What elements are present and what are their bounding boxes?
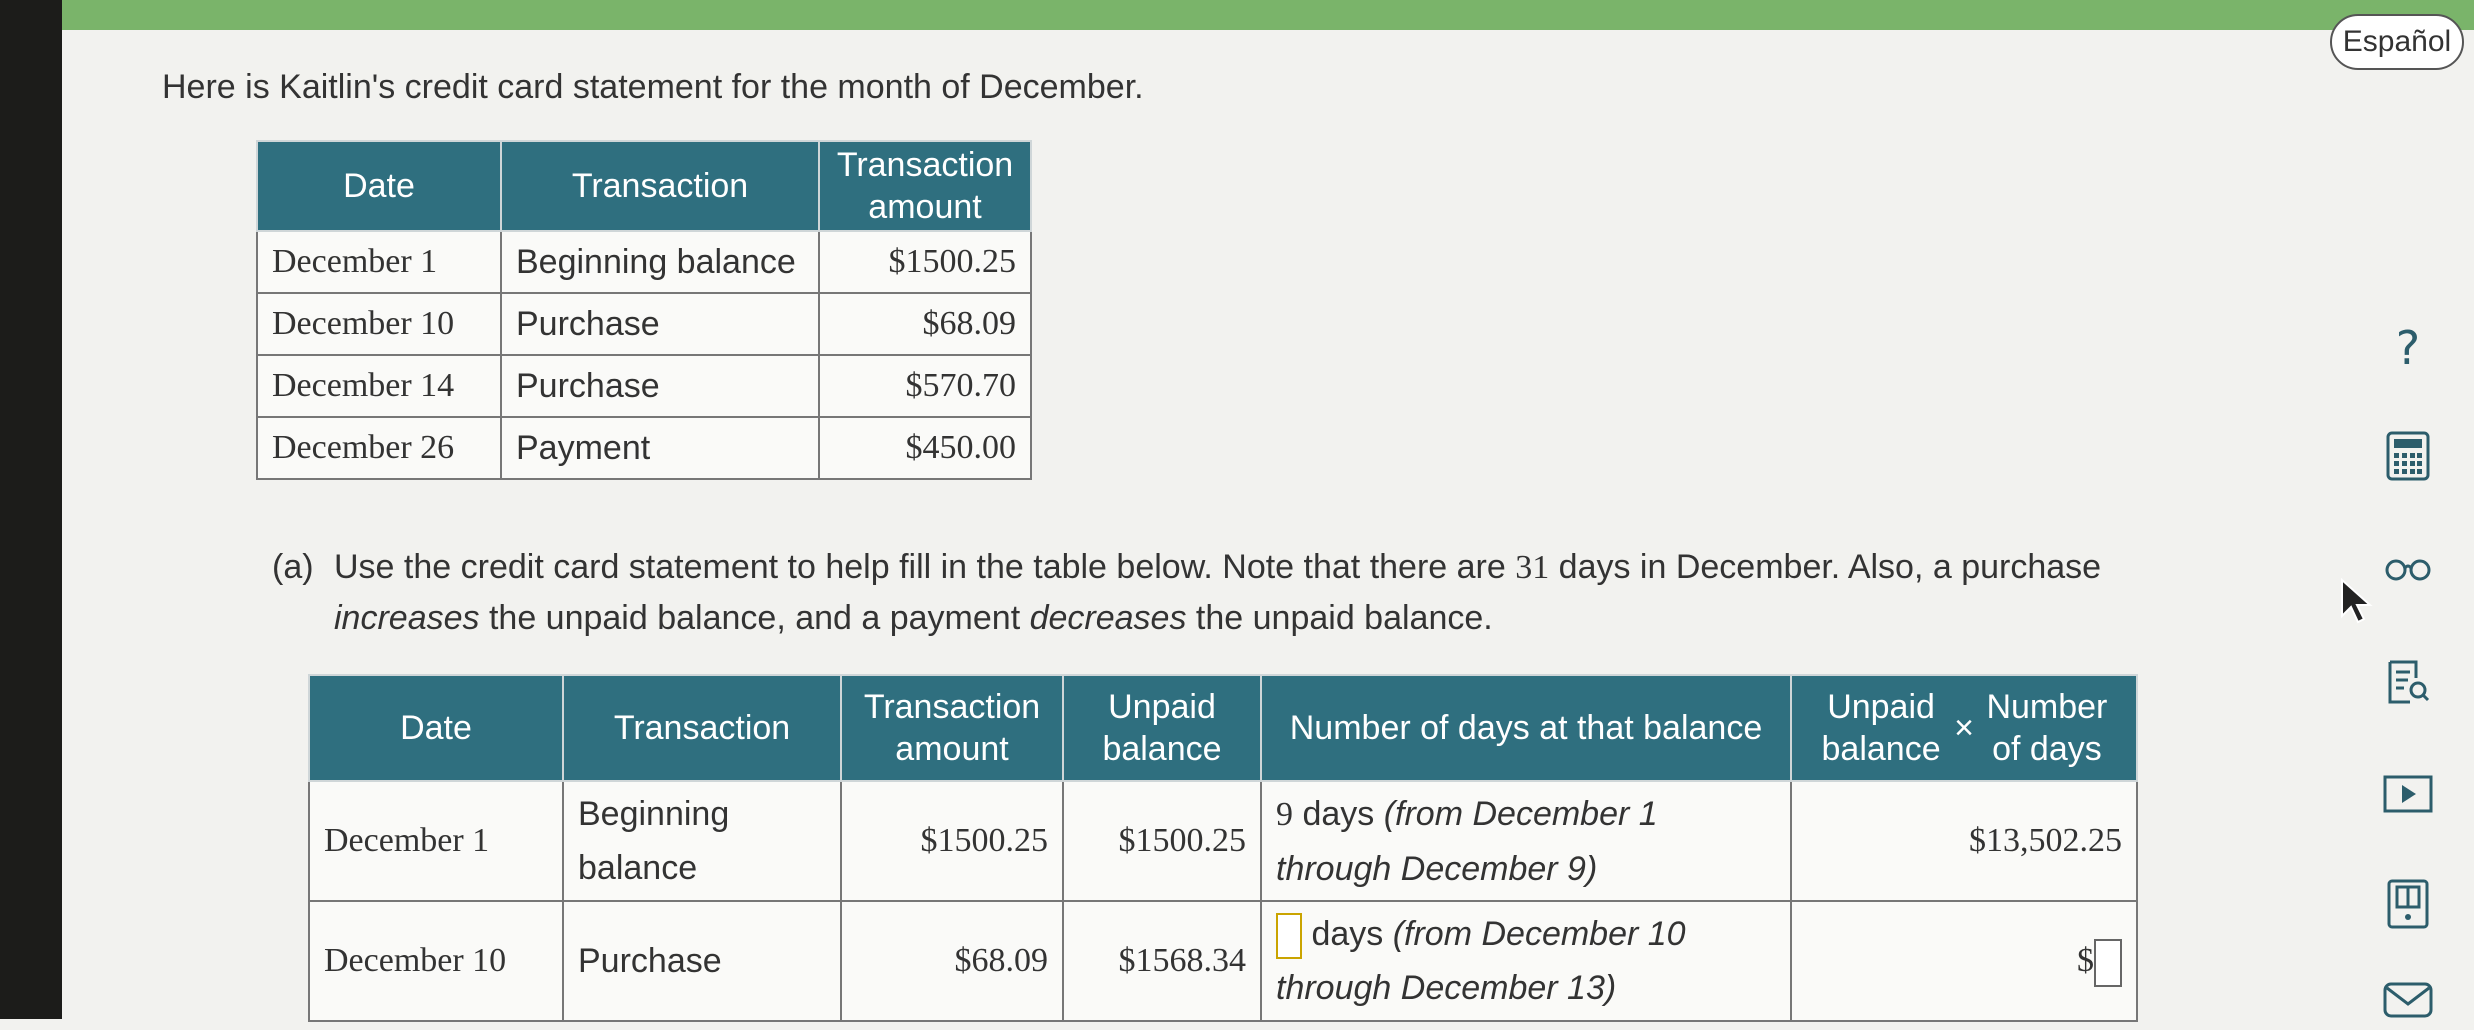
statement-date: December 10 [257,293,501,355]
product-header-left: Unpaid balance [1821,687,1941,768]
part-a-text [334,542,2192,643]
days-word: days [1293,794,1384,833]
emphasis-decreases: decreases [1029,599,1187,637]
worksheet-header-product [1791,675,2137,781]
worksheet-date: December 1 [309,781,563,901]
help-icon[interactable]: ? [2395,321,2421,375]
video-icon[interactable] [2378,764,2438,824]
statement-transaction: Payment [501,417,819,479]
statement-header-date: Date [257,141,501,231]
worksheet-unpaid: $1568.34 [1063,901,1261,1021]
worksheet-amount: $68.09 [841,901,1063,1021]
table-row [257,417,1031,479]
statement-date: December 14 [257,355,501,417]
worksheet-header-transaction: Transaction [563,675,841,781]
worksheet-amount: $1500.25 [841,781,1063,901]
espanol-button[interactable]: Español [2330,14,2464,70]
statement-date: December 1 [257,231,501,293]
statement-transaction: Purchase [501,355,819,417]
days-note-2: through December 13) [1276,969,1617,1007]
times-symbol: × [1954,708,1974,747]
glasses-icon[interactable] [2378,540,2438,600]
worksheet-table [308,674,2138,1022]
statement-date: December 26 [257,417,501,479]
worksheet-product: $13,502.25 [1791,781,2137,901]
statement-table [256,140,1032,480]
mail-icon[interactable] [2378,970,2438,1030]
statement-amount: $570.70 [819,355,1031,417]
statement-header-row [257,141,1031,231]
statement-header-transaction: Transaction [501,141,819,231]
worksheet-days [1261,781,1791,901]
statement-amount: $68.09 [819,293,1031,355]
part-a-label: (a) [272,548,314,586]
part-a-instructions [272,542,2192,643]
worksheet-header-days: Number of days at that balance [1261,675,1791,781]
days-in-december: 31 [1515,549,1550,586]
textbook-icon[interactable] [2378,874,2438,934]
days-note-1: (from December 1 [1383,794,1658,833]
days-note-2: through December 9) [1276,849,1598,888]
worksheet-days [1261,901,1791,1021]
part-a-text-2: days in December. Also, a purchase [1549,548,2102,586]
statement-header-amount: Transaction amount [819,141,1031,231]
worksheet-date: December 10 [309,901,563,1021]
product-header-right: Number of days [1986,687,2108,768]
worksheet-transaction: Purchase [563,901,841,1021]
screen-bezel [0,0,62,1019]
worksheet-product [1791,901,2137,1021]
part-a-text-1: Use the credit card statement to help fill in the table below. Note that there are [334,548,1516,586]
worksheet-header-row [309,675,2137,781]
worksheet-header-date: Date [309,675,563,781]
worksheet-header-amount: Transaction amount [841,675,1063,781]
part-a-text-3: the unpaid balance, and a payment [479,599,1030,637]
statement-transaction: Beginning balance [501,231,819,293]
worksheet-transaction: Beginning balance [563,781,841,901]
statement-amount: $450.00 [819,417,1031,479]
table-row [309,781,2137,901]
table-row [309,901,2137,1021]
worksheet-header-unpaid: Unpaid balance [1063,675,1261,781]
table-row [257,293,1031,355]
mouse-cursor-icon [2340,578,2374,629]
worksheet-unpaid: $1500.25 [1063,781,1261,901]
table-row [257,355,1031,417]
product-answer-input[interactable] [2094,939,2122,987]
intro-text: Here is Kaitlin's credit card statement for the month of December. [162,68,1144,106]
part-a-text-4: the unpaid balance. [1186,599,1493,637]
reference-icon[interactable] [2378,652,2438,712]
statement-amount: $1500.25 [819,231,1031,293]
table-row [257,231,1031,293]
calculator-icon[interactable] [2378,426,2438,486]
dollar-sign: $ [2077,942,2094,979]
days-note-1: (from December 10 [1392,915,1686,953]
days-value: 9 [1276,795,1293,833]
days-word: days [1302,915,1393,953]
top-bar [62,0,2474,30]
statement-transaction: Purchase [501,293,819,355]
problem-area [62,30,2474,1019]
days-answer-input[interactable] [1276,913,1302,959]
emphasis-increases: increases [334,599,480,637]
